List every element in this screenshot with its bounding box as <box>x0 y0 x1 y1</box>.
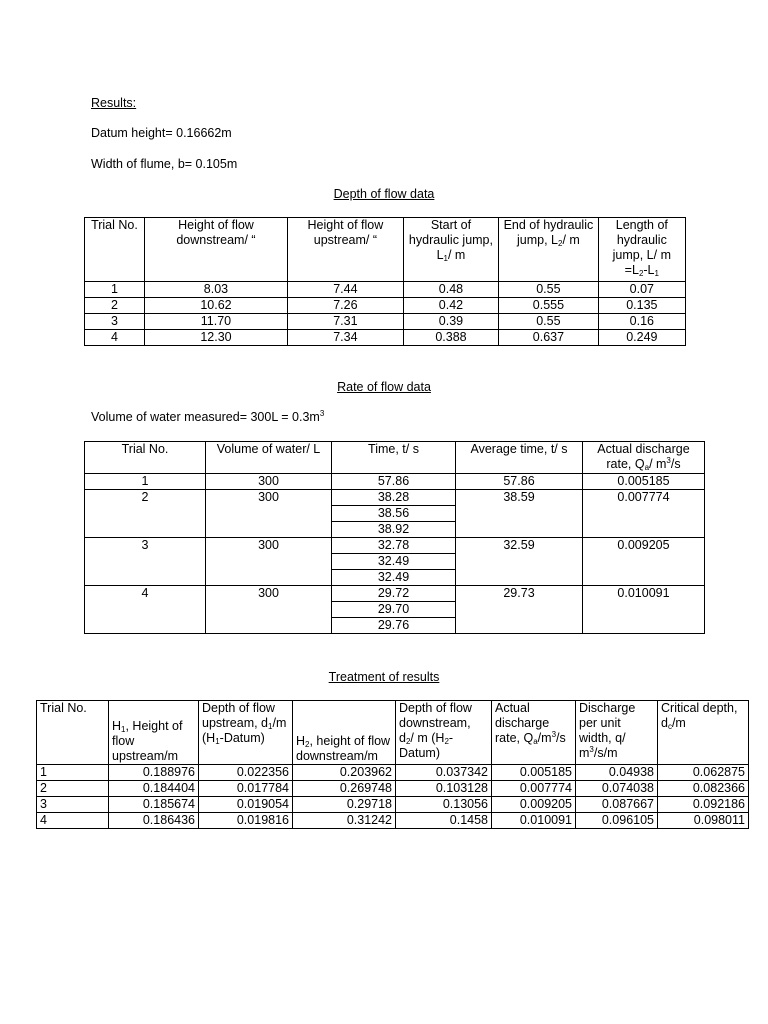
cell-trial: 1 <box>37 765 109 781</box>
table-row <box>85 474 705 490</box>
col-end-header: End of hydraulic jump, $L_2/$ m <box>499 218 598 282</box>
cell-q: 0.096105 <box>576 813 658 829</box>
cell-volume: 300 <box>206 490 332 538</box>
table-row <box>85 330 686 346</box>
cell-time: 32.78 <box>332 538 456 554</box>
cell-h1: 0.185674 <box>109 797 199 813</box>
cell-avg-time: 32.59 <box>456 538 583 586</box>
table-row <box>37 797 749 813</box>
cell-downstream: 12.30 <box>144 330 287 346</box>
col-h2-header: $H_2$, height of flow downstream/m <box>293 701 396 765</box>
cell-d2: 0.037342 <box>396 765 492 781</box>
cell-dc: 0.082366 <box>658 781 749 797</box>
col-time-header: Time, t/ s <box>332 442 456 474</box>
cell-time: 29.76 <box>332 618 456 634</box>
cell-downstream: 11.70 <box>144 314 287 330</box>
cell-time: 38.28 <box>332 490 456 506</box>
cell-h1: 0.184404 <box>109 781 199 797</box>
col-d1-header: Depth of flow upstream, $d_1/m$ $(H_1-Datum)$ <box>199 701 293 765</box>
cell-trial: 3 <box>85 314 145 330</box>
col-volume-header: Volume of water/ L <box>206 442 332 474</box>
cell-volume: 300 <box>206 538 332 586</box>
col-trial-header: Trial No. <box>85 442 206 474</box>
table-row <box>85 314 686 330</box>
cell-downstream: 8.03 <box>144 282 287 298</box>
cell-trial: 4 <box>37 813 109 829</box>
datum-height: Datum height= 0.16662m <box>91 126 232 140</box>
cell-upstream: 7.26 <box>288 298 404 314</box>
cell-discharge: 0.010091 <box>583 586 705 634</box>
cell-start: 0.48 <box>403 282 498 298</box>
cell-time: 38.56 <box>332 506 456 522</box>
table-header-row <box>85 442 705 474</box>
cell-qa: 0.009205 <box>492 797 576 813</box>
cell-trial: 4 <box>85 586 206 634</box>
col-discharge-header: Actual discharge rate, $Q_a/$ $m^3/s$ <box>583 442 705 474</box>
cell-qa: 0.005185 <box>492 765 576 781</box>
cell-start: 0.39 <box>403 314 498 330</box>
cell-qa: 0.010091 <box>492 813 576 829</box>
cell-trial: 3 <box>37 797 109 813</box>
cell-discharge: 0.007774 <box>583 490 705 538</box>
table-row <box>85 282 686 298</box>
cell-dc: 0.092186 <box>658 797 749 813</box>
cell-avg-time: 57.86 <box>456 474 583 490</box>
cell-discharge: 0.005185 <box>583 474 705 490</box>
cell-trial: 2 <box>85 490 206 538</box>
cell-avg-time: 29.73 <box>456 586 583 634</box>
rate-of-flow-table <box>84 441 705 634</box>
treatment-of-results-table <box>36 700 749 829</box>
cell-h2: 0.29718 <box>293 797 396 813</box>
cell-d1: 0.019816 <box>199 813 293 829</box>
cell-end: 0.55 <box>499 314 598 330</box>
cell-upstream: 7.31 <box>288 314 404 330</box>
cell-trial: 3 <box>85 538 206 586</box>
results-heading: Results: <box>91 96 137 110</box>
col-d2-header: Depth of flow downstream, $d_2/$ m $(H_2-Datum)$ <box>396 701 492 765</box>
cell-d2: 0.13056 <box>396 797 492 813</box>
cell-time: 38.92 <box>332 522 456 538</box>
cell-downstream: 10.62 <box>144 298 287 314</box>
treatment-table-caption: Treatment of results <box>328 670 440 684</box>
col-length-header: Length of hydraulic jump, L/ $m =L_2-L_1$ <box>598 218 685 282</box>
cell-trial: 1 <box>85 282 145 298</box>
rate-table-caption: Rate of flow data <box>337 380 431 394</box>
cell-q: 0.087667 <box>576 797 658 813</box>
cell-length: 0.16 <box>598 314 685 330</box>
cell-start: 0.42 <box>403 298 498 314</box>
cell-volume: 300 <box>206 586 332 634</box>
col-trial-header: Trial No. <box>37 701 109 765</box>
col-upstream-header: Height of flow upstream/ “ <box>288 218 404 282</box>
col-dc-header: Critical depth, $d_c/m$ <box>658 701 749 765</box>
cell-upstream: 7.34 <box>288 330 404 346</box>
cell-trial: 2 <box>37 781 109 797</box>
table-row <box>85 586 705 602</box>
cell-avg-time: 38.59 <box>456 490 583 538</box>
table-row <box>85 490 705 506</box>
table-row <box>85 538 705 554</box>
depth-of-flow-table <box>84 217 686 346</box>
table-header-row <box>85 218 686 282</box>
cell-trial: 2 <box>85 298 145 314</box>
table-header-row <box>37 701 749 765</box>
col-avg-header: Average time, t/ s <box>456 442 583 474</box>
cell-h2: 0.31242 <box>293 813 396 829</box>
cell-d1: 0.022356 <box>199 765 293 781</box>
cell-h2: 0.269748 <box>293 781 396 797</box>
col-q-header: Discharge per unit width, q/ $m^3/s/m$ <box>576 701 658 765</box>
cell-qa: 0.007774 <box>492 781 576 797</box>
cell-q: 0.074038 <box>576 781 658 797</box>
cell-discharge: 0.009205 <box>583 538 705 586</box>
cell-d1: 0.017784 <box>199 781 293 797</box>
cell-h2: 0.203962 <box>293 765 396 781</box>
cell-length: 0.135 <box>598 298 685 314</box>
cell-trial: 4 <box>85 330 145 346</box>
cell-h1: 0.186436 <box>109 813 199 829</box>
cell-d2: 0.103128 <box>396 781 492 797</box>
cell-length: 0.249 <box>598 330 685 346</box>
cell-time: 29.70 <box>332 602 456 618</box>
cell-q: 0.04938 <box>576 765 658 781</box>
col-downstream-header: Height of flow downstream/ “ <box>144 218 287 282</box>
col-qa-header: Actual discharge rate, $Q_a/m^3/s$ <box>492 701 576 765</box>
cell-volume: 300 <box>206 474 332 490</box>
flume-width: Width of flume, b= 0.105m <box>91 157 238 171</box>
col-start-header: Start of hydraulic jump, $L_1/$ m <box>403 218 498 282</box>
cell-time: 29.72 <box>332 586 456 602</box>
cell-end: 0.637 <box>499 330 598 346</box>
col-h1-header: $H_1$, Height of flow upstream/m <box>109 701 199 765</box>
cell-h1: 0.188976 <box>109 765 199 781</box>
cell-dc: 0.098011 <box>658 813 749 829</box>
cell-upstream: 7.44 <box>288 282 404 298</box>
cell-dc: 0.062875 <box>658 765 749 781</box>
volume-measured: Volume of water measured= $300L = 0.3m^3$ <box>91 409 325 424</box>
table-row <box>37 765 749 781</box>
cell-time: 32.49 <box>332 554 456 570</box>
table-row <box>85 298 686 314</box>
cell-end: 0.55 <box>499 282 598 298</box>
cell-end: 0.555 <box>499 298 598 314</box>
cell-d2: 0.1458 <box>396 813 492 829</box>
table-row <box>37 781 749 797</box>
cell-d1: 0.019054 <box>199 797 293 813</box>
depth-table-caption: Depth of flow data <box>333 187 435 201</box>
col-trial-header: Trial No. <box>85 218 145 282</box>
table-row <box>37 813 749 829</box>
cell-time: 32.49 <box>332 570 456 586</box>
cell-start: 0.388 <box>403 330 498 346</box>
cell-time: 57.86 <box>332 474 456 490</box>
cell-trial: 1 <box>85 474 206 490</box>
cell-length: 0.07 <box>598 282 685 298</box>
